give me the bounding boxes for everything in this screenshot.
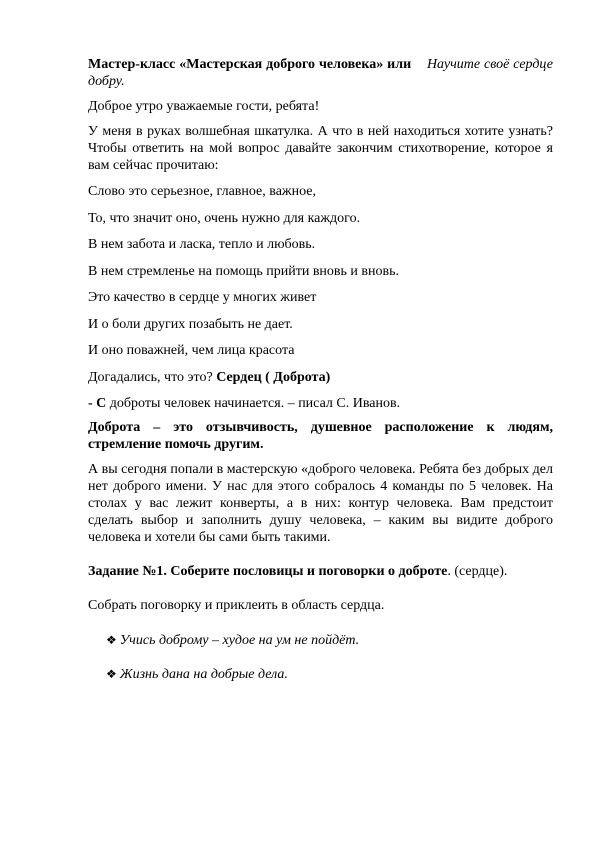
intro-paragraph: У меня в руках волшебная шкатулка. А что в ней находиться хотите узнать? Чтобы ответить на мой вопрос давайте закончим стихотворение, которое я вам сейчас прочитаю:	[88, 124, 553, 173]
poem-line: То, что значит оно, очень нужно для каждого.	[88, 210, 361, 226]
body-paragraph: А вы сегодня попали в мастерскую «доброго человека. Ребята без добрых дел нет доброго имени. У нас для этого собралось 4 команды по 5 человек. На столах у вас лежит конверты, а в них: контур человека. Вам предстоит сделать выбор и заполнить душу человека, – каким вы видите доброго человека и хотели бы сами быть такими.	[88, 462, 553, 545]
title-italic: Научите своё сердце добру.	[88, 57, 553, 89]
instruction: Собрать поговорку и приклеить в область сердца.	[88, 598, 385, 613]
document-page	[88, 56, 553, 700]
list-item	[106, 666, 553, 700]
poem-line: Слово это серьезное, главное, важное,	[88, 184, 316, 199]
poem-line: И оно поважней, чем лица красота	[88, 343, 295, 358]
poem-line: В нем забота и ласка, тепло и любовь.	[88, 237, 316, 252]
guess-text: Догадались, что это?	[88, 369, 213, 385]
guess-line	[88, 369, 553, 396]
diamond-bullet-icon: ❖	[106, 667, 117, 681]
task-rest: . (сердце).	[447, 564, 508, 579]
document-title	[88, 56, 553, 90]
poem-line: Это качество в сердце у многих живет	[88, 290, 317, 305]
quote-line	[88, 395, 553, 412]
list-item-text: Жизнь дана на добрые дела.	[119, 667, 288, 682]
quote-text: доброты человек начинается. – писал С. Иванов.	[109, 396, 401, 411]
task-bold: Задание №1. Соберите пословицы и поговорки о доброте	[88, 564, 448, 579]
task-heading	[88, 563, 553, 580]
poem-line: В нем стремленье на помощь прийти вновь и вновь.	[88, 263, 400, 279]
list-item-text: Учись доброму – худое на ум не пойдёт.	[119, 633, 360, 648]
quote-prefix: - С	[88, 396, 107, 411]
poem-line: И о боли других позабыть не дает.	[88, 316, 293, 332]
definition: Доброта – это отзывчивость, душевное расположение к людям, стремление помочь другим.	[88, 420, 553, 452]
greeting: Доброе утро уважаемые гости, ребята!	[88, 99, 320, 114]
diamond-bullet-icon: ❖	[106, 633, 117, 647]
guess-answer: Сердец ( Доброта)	[216, 369, 331, 385]
list-item	[106, 632, 553, 666]
title-bold: Мастер-класс «Мастерская доброго человека» или	[88, 57, 412, 72]
poem	[88, 183, 553, 395]
